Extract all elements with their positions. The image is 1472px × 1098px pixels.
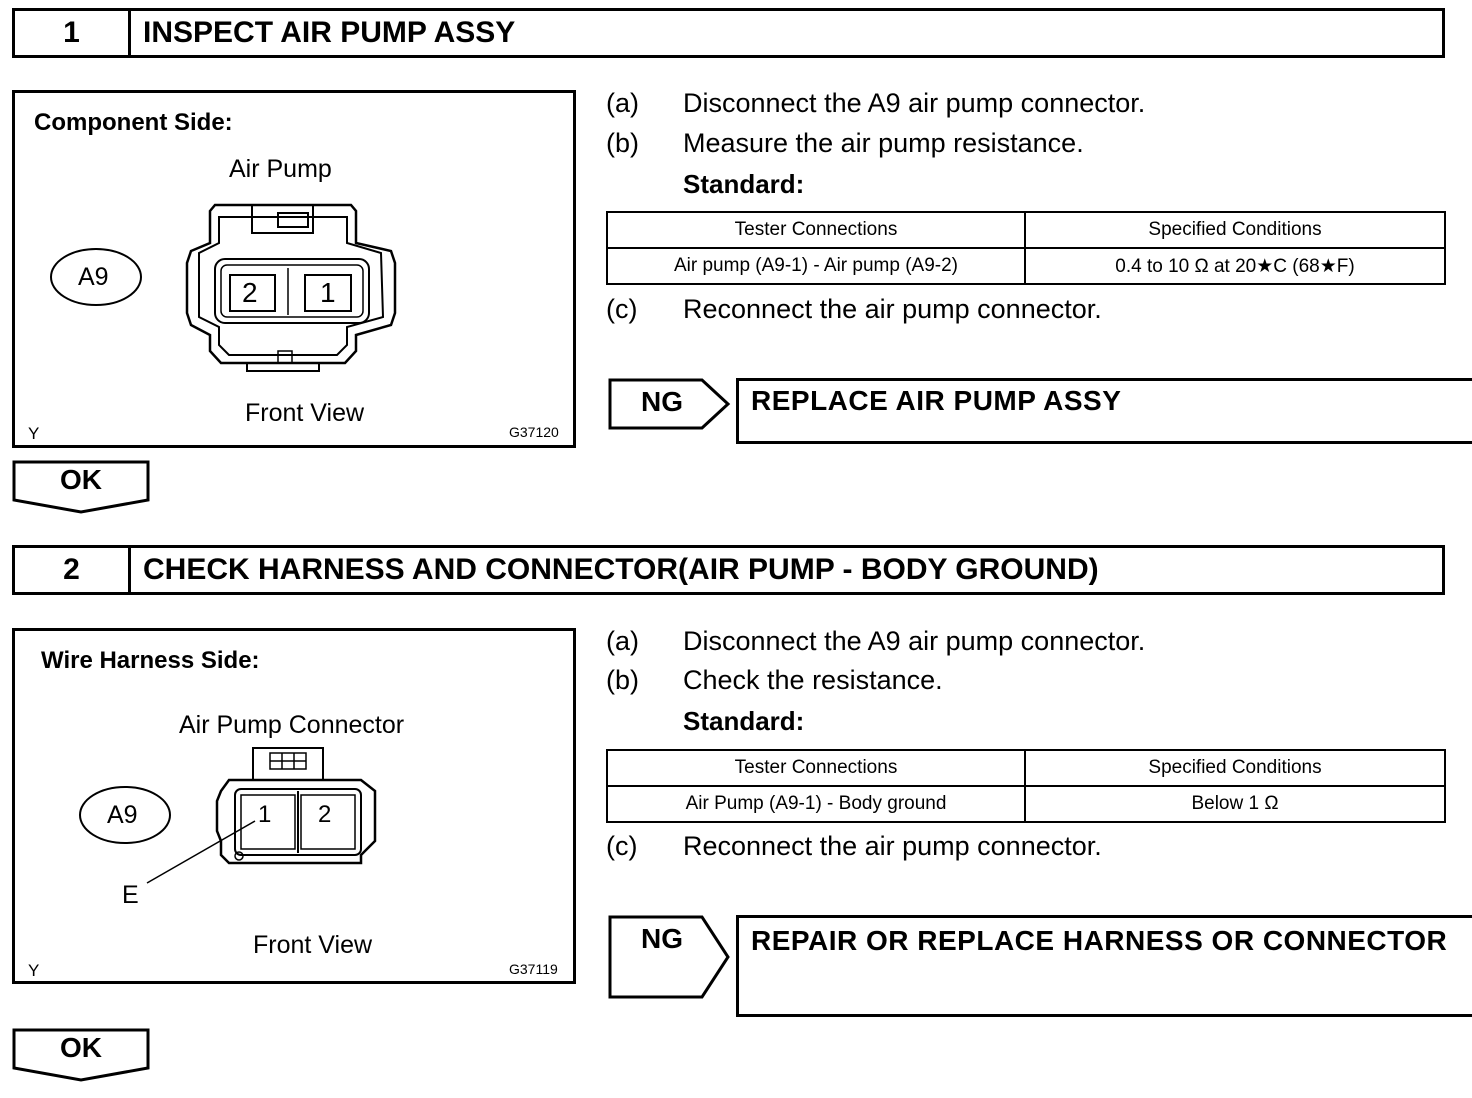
ground-label: E — [122, 881, 139, 909]
table-row — [607, 786, 1445, 822]
connector-id-label: A9 — [107, 801, 138, 829]
figure-side-label: Wire Harness Side: — [41, 647, 260, 674]
figure-corner-code: Y — [28, 424, 40, 443]
table-header: Specified Conditions — [1025, 750, 1445, 786]
figure-part-label: Air Pump Connector — [179, 711, 405, 739]
pin-label: 1 — [320, 277, 336, 308]
step-1-title: INSPECT AIR PUMP ASSY — [143, 16, 516, 49]
instruction-a: (a) Disconnect the A9 air pump connector. — [606, 88, 1146, 118]
instruction-b: (b) Measure the air pump resistance. — [606, 128, 1084, 158]
figure-code: G37120 — [509, 424, 559, 440]
figure-code: G37119 — [509, 961, 558, 977]
pin-label: 2 — [242, 277, 258, 308]
table-header: Tester Connections — [607, 212, 1025, 248]
ng-action: REPAIR OR REPLACE HARNESS OR CONNECTOR — [736, 915, 1472, 1017]
figure-view-label: Front View — [253, 931, 373, 959]
table-cell: Air pump (A9-1) - Air pump (A9-2) — [607, 248, 1025, 284]
spec-table — [606, 749, 1446, 823]
step-2-figure — [12, 628, 576, 984]
table-header-row — [607, 212, 1445, 248]
ok-indicator — [12, 460, 150, 514]
table-cell: Below 1 Ω — [1025, 786, 1445, 822]
pin-label: 1 — [258, 801, 272, 828]
instruction-c: (c) Reconnect the air pump connector. — [606, 294, 1102, 324]
table-row — [607, 248, 1445, 284]
instruction-c: (c) Reconnect the air pump connector. — [606, 831, 1102, 861]
instruction-a: (a) Disconnect the A9 air pump connector. — [606, 626, 1146, 656]
pin-label: 2 — [318, 801, 332, 828]
table-cell: Air Pump (A9-1) - Body ground — [607, 786, 1025, 822]
step-1-number: 1 — [15, 11, 131, 55]
standard-label: Standard: — [683, 169, 805, 199]
step-2-number: 2 — [15, 548, 131, 592]
table-header-row — [607, 750, 1445, 786]
ng-action: REPLACE AIR PUMP ASSY — [736, 378, 1472, 444]
table-header: Specified Conditions — [1025, 212, 1445, 248]
ok-indicator — [12, 1028, 150, 1082]
instruction-b: (b) Check the resistance. — [606, 665, 943, 695]
ng-label: NG — [641, 386, 683, 417]
figure-view-label: Front View — [245, 399, 365, 427]
step-2-header — [12, 545, 1445, 595]
table-header: Tester Connections — [607, 750, 1025, 786]
figure-corner-code: Y — [28, 961, 40, 980]
step-2-title: CHECK HARNESS AND CONNECTOR(AIR PUMP - BODY GROUND) — [143, 553, 1099, 586]
step-1-figure — [12, 90, 576, 448]
step-1-header — [12, 8, 1445, 58]
figure-side-label: Component Side: — [34, 109, 233, 136]
standard-label: Standard: — [683, 706, 805, 736]
ng-label: NG — [641, 923, 683, 954]
figure-part-label: Air Pump — [229, 155, 332, 183]
harness-connector-diagram — [15, 631, 573, 981]
table-cell: 0.4 to 10 Ω at 20★C (68★F) — [1025, 248, 1445, 284]
ok-label: OK — [60, 464, 102, 495]
connector-id-label: A9 — [78, 263, 109, 291]
spec-table — [606, 211, 1446, 285]
ok-label: OK — [60, 1032, 102, 1063]
